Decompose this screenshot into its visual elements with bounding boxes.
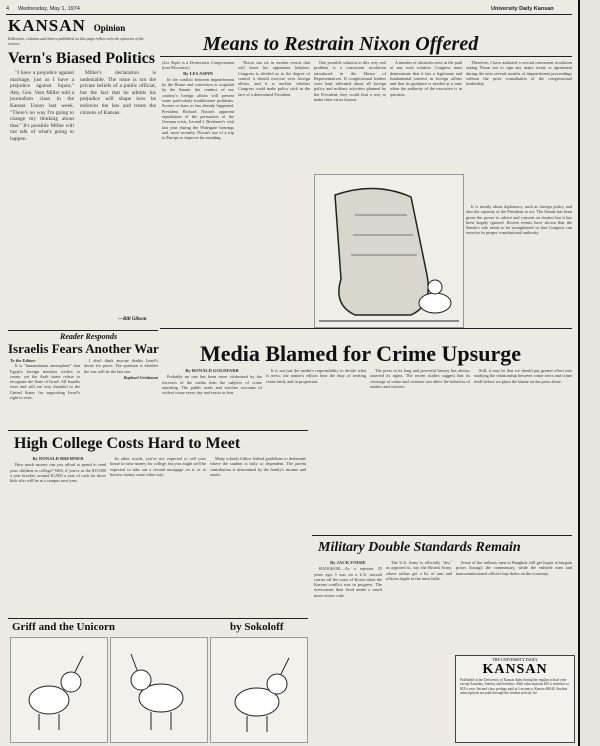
adjacent-page-edge: [580, 0, 600, 746]
main-text-4: A number of obstacles arise in the path of any such solution. Congress must demonstrate that it has a legitimate and fundamental interest in foreign affairs and that its guidance is needed at a time when the authority of the executive is in question.: [390, 60, 462, 97]
military-headline: Military Double Standards Remain: [318, 540, 521, 555]
military-text-3: Some of the military men in Bangkok still get liquor at bargain prices through the commissary, while the enlisted men and noncommissioned officers buy theirs on the economy.: [456, 560, 572, 576]
college-byline: By DONALD BREMNER: [32, 456, 84, 461]
main-column-2: [238, 60, 310, 210]
comic-rule: [8, 618, 308, 619]
israel-headline: Israelis Fears Another War: [8, 341, 159, 356]
main-dateline: (Lee Aspin is a Democratic Congressman from Wisconsin.): [162, 60, 234, 71]
staff-fine-print: Published at the University of Kansas daily during the regular school year except Saturday, Sunday and holidays. Mail subscriptions $10 a semester or $18 a year. Second class postage paid at Lawrence, Kansas 66044. Student subscriptions are paid through the student activity fee.: [460, 678, 570, 696]
israel-rule: [8, 330, 158, 331]
impeachment-cartoon: [314, 174, 464, 328]
main-byline: By LES ASPIN: [183, 70, 213, 76]
main-headline: Means to Restrain Nixon Offered: [203, 33, 479, 55]
main-text-2: Nixon can set in motion events that will leave his opponents helpless. Congress is divided as to the degree of control it should exercise over foreign affairs, and it is unclear whether Congress could make policy stick in the face of a determined President.: [238, 60, 310, 97]
israel-salutation: To the Editor:: [10, 358, 36, 363]
college-column-1: [10, 456, 106, 616]
israel-text-1: It is "humanitarian atmosphere" that Egypt's foreign minister wishes to create, yet the Arab states refuse to recognize the State of Israel. All Israelis were and still are very thankful to the United States for supporting Israel's right to exist.: [10, 363, 80, 401]
college-text-2: In other words, you've not expected to sell your house to raise money for college, but you might well be expected to take out a second mortgage on it, or to borrow money some other way.: [110, 456, 206, 477]
military-column-2: [386, 560, 452, 740]
staff-title: KANSAN: [482, 662, 548, 677]
page-date: Wednesday, May 1, 1974: [18, 6, 80, 12]
page-number: 4: [6, 6, 10, 12]
vern-text-2: Miller's declaration is undeniable. The issue is not the private beliefs of a public official, but the fact that he admits his prejudice will shape how he enforces the law and treats the citizens of Kansas.: [80, 70, 156, 116]
comic-panel-3: [210, 637, 308, 743]
media-headline: Media Blamed for Crime Upsurge: [200, 341, 521, 366]
vern-signoff: —Bill Gibson: [118, 317, 147, 322]
military-text-2: The U.S. Army is officially "dry," as opposed to, say, the British Army, where sailors get a lot of rum and officers tipple in the mess halls.: [386, 560, 452, 581]
masthead-subtitle: Editorials, columns and letters published on this page reflect only the opinions of the writers.: [8, 36, 145, 46]
griff-panel-drawing-3: [211, 638, 307, 742]
israel-column-1: [10, 358, 80, 422]
college-rule: [8, 430, 308, 431]
israel-signoff: Raphael Grinbaum: [123, 374, 158, 380]
right-text-1: It is mostly about diplomacy, such as foreign policy and also the capacity of the President to act. The Senate has been given the power to advise and consent on treaties but it has been largely ignored. Recent events have shown that the Senate's role needs to be strengthened so that Congress can exercise its proper constitutional authority.: [466, 204, 572, 236]
main-text-5: Therefore, I have authored a second concurrent resolution asking Nixon not to sign any major treaty or agreement during the next several months of impeachment proceedings without the prior consultation of the congressional leadership.: [466, 60, 572, 87]
vern-text-1: "I have a prejudice against marriage, just as I have a prejudice against liquor," Atty. Gen. Vern Miller told a journalism class in the Kansas Union last week. "There's no way I'm going to change my thinking about that." It's possible Miller will not talk of what's going to happen.: [10, 70, 74, 142]
main-rule: [160, 56, 572, 57]
header-rule: [6, 14, 572, 15]
main-column-4: [390, 60, 462, 170]
military-text-1: BANGKOK—As a reporter 25 years ago, I was on a U.S. aircraft carrier off the coast of Korea when the Korean conflict was in progress. The servicemen then lived under a much more severe code.: [314, 566, 382, 598]
main-text-3: One possible solution to this very real problem is a concurrent resolution introduced in the House of Representatives. If congressional leaders were kept informed about all foreign policy and military activities planned by the President, they could find a way to make their views known.: [314, 60, 386, 103]
main-column-1: [162, 60, 234, 210]
college-text-1: How much money can you afford to spend to send your children to college? Well, if you're in the $15,000 a year bracket, around $1,900 a year of cash for those kids who will be at a campus next year.: [10, 462, 106, 484]
griff-panel-drawing-1: [11, 638, 107, 742]
media-text-4: Still, it may be that we should put greater effort into studying the relationship between crime news and crime itself before we place the blame on the press alone.: [474, 368, 572, 384]
vern-headline: Vern's Biased Politics: [8, 50, 155, 67]
israel-text-2: I don't think anyone doubts Israel's desire for peace. The question is whether the war will be the last one.: [84, 358, 158, 374]
impeachment-foot-drawing: [315, 175, 463, 327]
opinion-masthead: [8, 16, 152, 44]
military-rule: [312, 535, 572, 536]
military-byline: By JACK FOISIE: [330, 560, 366, 565]
main-text-1: In the conflict between impeachment by the House and conviction or acquittal by the Senate, the conduct of our country's foreign affairs will present some particularly troublesome problems. Sooner or later, as has already happened, President Richard Nixon's apparent repudiation of the persuasion of the German crisis, Leonid I. Brezhnev's visit last year during the Watergate hearings and, most recently, Nixon's use of a trip to Europe to improve his standing.: [162, 76, 234, 141]
vern-column-1: [10, 70, 74, 314]
media-text-1: Probably no one has been more victimized by the excesses of the media than the subjects of crime reporting. The public reads and watches accounts of violent crime every day and reacts in fear.: [162, 374, 262, 396]
media-column-3: [370, 368, 470, 428]
media-column-4: [474, 368, 572, 428]
comic-panel-2: [110, 637, 208, 743]
griff-panel-drawing-2: [111, 638, 207, 742]
military-column-1: [314, 560, 382, 740]
media-text-3: The press in its long and powerful history has always asserted its rights. The recent studies suggest that its coverage of crime and violence can affect the behavior of readers and viewers.: [370, 368, 470, 389]
masthead-name: KANSAN: [8, 16, 86, 35]
comic-author: by Sokoloff: [230, 621, 284, 633]
vern-column-2: [80, 70, 156, 314]
media-byline: By RONALD GOLDFARB: [185, 368, 239, 373]
media-rule: [160, 328, 572, 329]
media-column-2: [266, 368, 366, 428]
israel-column-2: [84, 358, 158, 422]
comic-panel-1: [10, 637, 108, 743]
military-column-3: [456, 560, 572, 650]
college-headline: High College Costs Hard to Meet: [14, 435, 241, 452]
masthead-section: Opinion: [93, 23, 126, 33]
paper-name: University Daily Kansan: [491, 6, 554, 12]
college-column-3: [210, 456, 306, 616]
staff-pretitle: THE UNIVERSITY DAILY: [492, 657, 538, 662]
media-text-2: It is not just the media's responsibility to decide what is news; the nation's editors bear the duty of treating crime fairly and in proportion.: [266, 368, 366, 384]
right-continuation-column: [466, 204, 572, 326]
main-column-5: [466, 60, 572, 200]
israel-kicker: Reader Responds: [60, 332, 118, 341]
college-text-3: Many schools follow federal guidelines to determine where the student is truly so dependent. The parent contribution is determined by the family's income and assets.: [210, 456, 306, 477]
comic-title: Griff and the Unicorn: [12, 621, 115, 633]
staff-box: [455, 655, 575, 743]
main-column-3: [314, 60, 386, 170]
college-column-2: [110, 456, 206, 616]
media-column-1: [162, 368, 262, 428]
